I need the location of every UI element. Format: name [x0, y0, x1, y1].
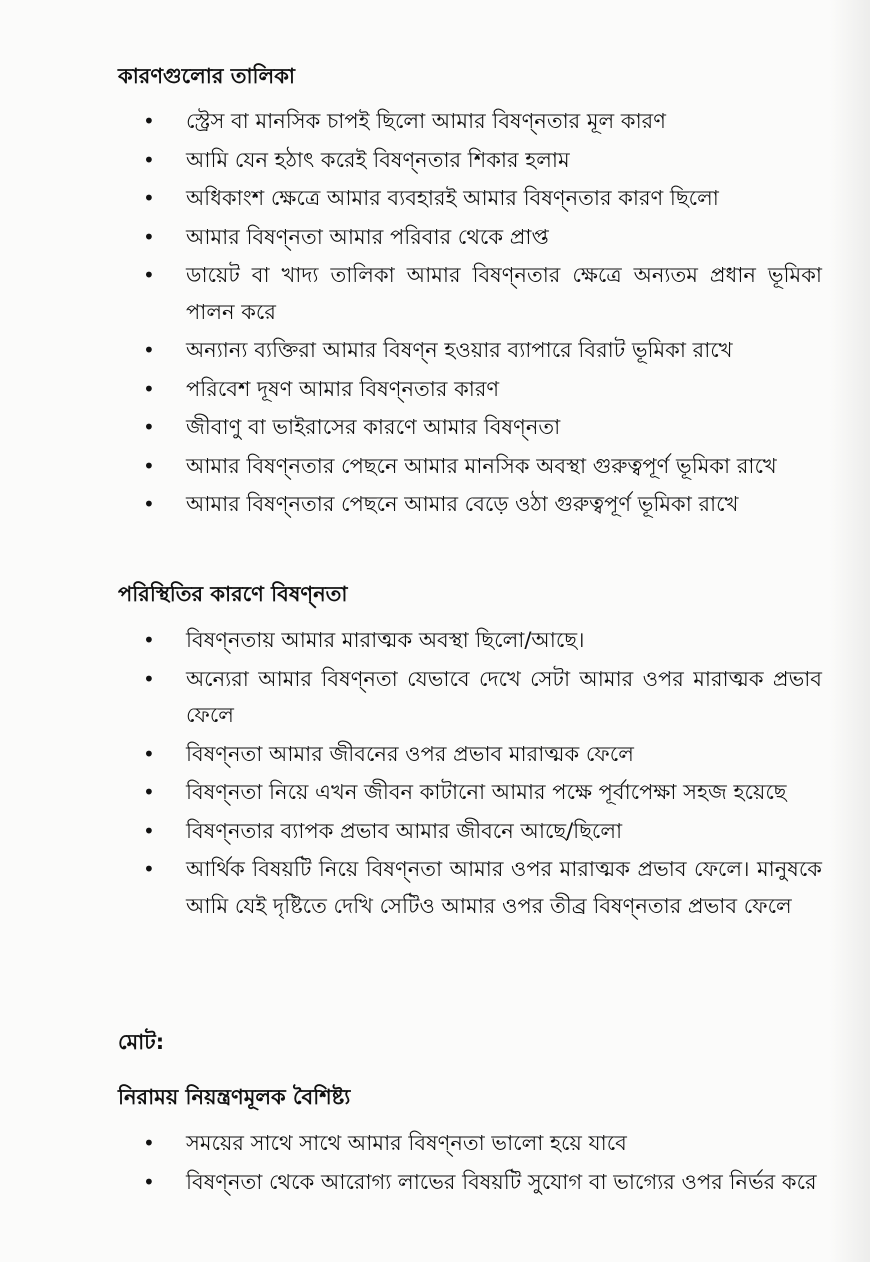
list-item-text: অন্যান্য ব্যক্তিরা আমার বিষণ্ন হওয়ার ব্যাপারে বিরাট ভূমিকা রাখে	[186, 338, 733, 362]
bullet-icon: •	[143, 186, 155, 210]
bullet-icon: •	[143, 741, 155, 766]
list-item	[0, 257, 822, 330]
bullet-icon: •	[143, 415, 155, 439]
list-item	[0, 448, 822, 485]
list-item-text: আমার বিষণ্নতার পেছনে আমার মানসিক অবস্থা গুরুত্বপূর্ণ ভূমিকা রাখে	[186, 453, 777, 478]
list-item	[0, 1125, 822, 1162]
bullet-icon: •	[143, 224, 155, 249]
list-item	[0, 661, 822, 734]
list-item	[0, 409, 822, 446]
list-item	[0, 851, 822, 924]
bullet-icon: •	[143, 109, 155, 133]
list-item-text: আমার বিষণ্নতা আমার পরিবার থেকে প্রাপ্ত	[186, 224, 549, 249]
section-heading-curative-control: নিরাময় নিয়ন্ত্রণমূলক বৈশিষ্ট্য	[118, 1085, 351, 1109]
list-item-text: বিষণ্নতা থেকে আরোগ্য লাভের বিষয়টি সুযোগ বা ভাগ্যের ওপর নির্ভর করে	[186, 1169, 817, 1194]
curative-list	[0, 1125, 870, 1200]
bullet-icon: •	[143, 780, 155, 804]
bullet-icon: •	[143, 628, 155, 652]
list-item-text: অন্যেরা আমার বিষণ্নতা যেভাবে দেখে সেটা আমার ওপর মারাত্মক প্রভাব ফেলে	[186, 666, 822, 727]
list-item-text: আর্থিক বিষয়টি নিয়ে বিষণ্নতা আমার ওপর মারাত্মক প্রভাব ফেলে। মানুষকে আমি যেই দৃষ্টিতে দেখি সেটিও আমার ওপর তীব্র বিষণ্নতার প্রভাব ফেলে	[186, 857, 822, 918]
list-item	[0, 813, 822, 850]
list-item	[0, 371, 822, 408]
list-item-text: বিষণ্নতা আমার জীবনের ওপর প্রভাব মারাত্মক ফেলে	[186, 741, 634, 766]
bullet-icon: •	[143, 1169, 155, 1194]
section-heading-total: মোট:	[118, 1030, 165, 1054]
list-item	[0, 1164, 822, 1201]
list-item	[0, 180, 822, 217]
bullet-icon: •	[143, 453, 155, 478]
bullet-icon: •	[143, 818, 155, 843]
list-item	[0, 736, 822, 773]
list-item-text: স্ট্রেস বা মানসিক চাপই ছিলো আমার বিষণ্নতার মূল কারণ	[186, 109, 666, 133]
list-item-text: আমি যেন হঠাৎ করেই বিষণ্নতার শিকার হলাম	[186, 147, 570, 172]
list-item	[0, 219, 822, 256]
bullet-icon: •	[143, 666, 155, 691]
list-item-text: বিষণ্নতা নিয়ে এখন জীবন কাটানো আমার পক্ষে পূর্বাপেক্ষা সহজ হয়েছে	[186, 780, 787, 804]
list-item	[0, 486, 822, 523]
list-item-text: অধিকাংশ ক্ষেত্রে আমার ব্যবহারই আমার বিষণ্নতার কারণ ছিলো	[186, 186, 719, 210]
bullet-icon: •	[143, 376, 155, 401]
bullet-icon: •	[143, 1131, 155, 1155]
situational-list	[0, 622, 870, 924]
section-heading-situational-depression: পরিস্থিতির কারণে বিষণ্নতা	[118, 582, 348, 606]
list-item-text: ডায়েট বা খাদ্য তালিকা আমার বিষণ্নতার ক্ষেত্রে অন্যতম প্রধান ভূমিকা পালন করে	[186, 263, 822, 324]
list-item-text: পরিবেশ দূষণ আমার বিষণ্নতার কারণ	[186, 376, 500, 401]
list-item	[0, 332, 822, 369]
list-item	[0, 622, 822, 659]
bullet-icon: •	[143, 857, 155, 881]
bullet-icon: •	[143, 338, 155, 362]
list-item-text: আমার বিষণ্নতার পেছনে আমার বেড়ে ওঠা গুরুত্বপূর্ণ ভূমিকা রাখে	[186, 492, 739, 516]
list-item	[0, 103, 822, 140]
causes-list	[0, 103, 870, 523]
list-item	[0, 774, 822, 811]
list-item-text: বিষণ্নতার ব্যাপক প্রভাব আমার জীবনে আছে/ছিলো	[186, 818, 623, 843]
list-item-text: সময়ের সাথে সাথে আমার বিষণ্নতা ভালো হয়ে যাবে	[186, 1131, 627, 1155]
section-heading-causes-list: কারণগুলোর তালিকা	[118, 64, 295, 88]
bullet-icon: •	[143, 147, 155, 172]
list-item-text: জীবাণু বা ভাইরাসের কারণে আমার বিষণ্নতা	[186, 415, 561, 439]
bullet-icon: •	[143, 263, 155, 287]
bullet-icon: •	[143, 492, 155, 516]
list-item	[0, 142, 822, 179]
list-item-text: বিষণ্নতায় আমার মারাত্মক অবস্থা ছিলো/আছে।	[186, 628, 585, 652]
